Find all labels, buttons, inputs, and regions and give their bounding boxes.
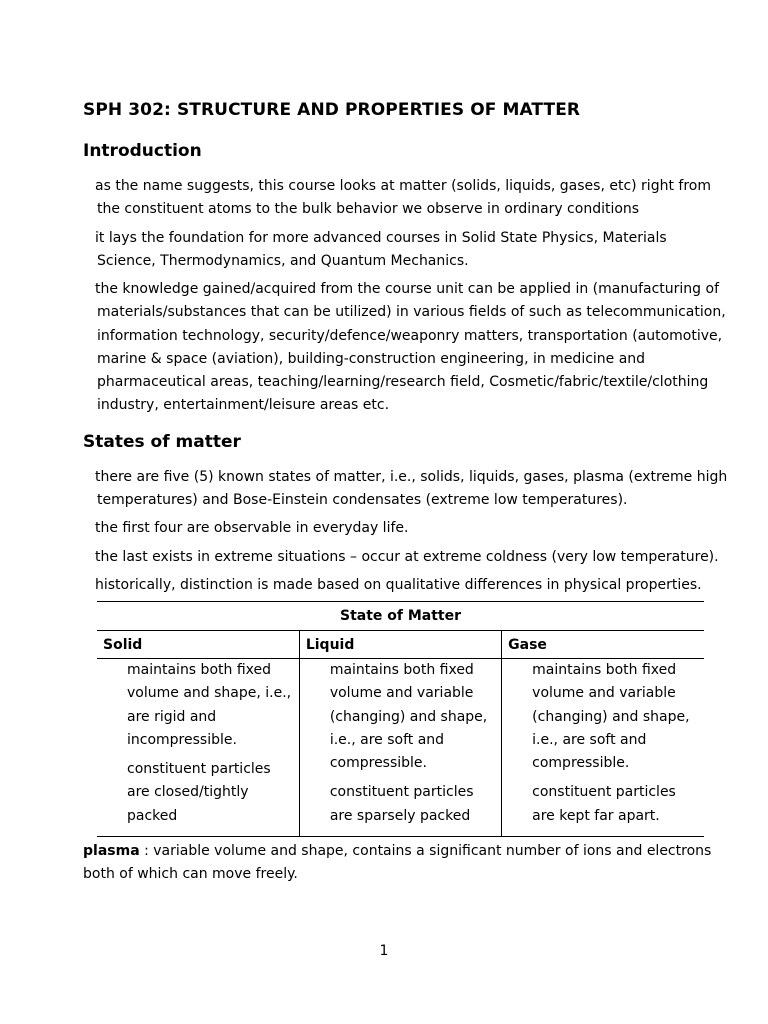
text-line: industry, entertainment/leisure areas etc.: [97, 397, 390, 414]
states-paragraph-2: [95, 517, 715, 540]
text-line: Science, Thermodynamics, and Quantum Mechanics.: [97, 253, 469, 270]
cell-item: constituent particles are kept far apart.: [532, 784, 676, 824]
states-paragraph-1: [95, 466, 728, 513]
text-line: historically, distinction is made based on qualitative differences in physical properties.: [95, 577, 702, 593]
intro-paragraph-3: [95, 278, 726, 418]
text-line: marine & space (aviation), building-construction engineering, in medicine and: [97, 350, 646, 367]
plasma-term: plasma: [83, 843, 140, 859]
cell-item: maintains both fixed volume and variable (changing) and shape, i.e., are soft and compressible.: [532, 662, 690, 772]
text-line: materials/substances that can be utilized) in various fields of such as telecommunication,: [97, 304, 726, 321]
text-line: as the name suggests, this course looks at matter (solids, liquids, gases, etc) right from: [95, 178, 711, 194]
intro-paragraph-2: [95, 227, 715, 274]
cell-solid: [97, 659, 299, 837]
text-line: the knowledge gained/acquired from the course unit can be applied in (manufacturing of: [95, 281, 719, 297]
intro-paragraph-1: [95, 175, 715, 222]
text-line: it lays the foundation for more advanced courses in Solid State Physics, Materials: [95, 230, 667, 246]
column-header-gase: Gase: [502, 631, 704, 659]
text-line: the constituent atoms to the bulk behavior we observe in ordinary conditions: [97, 201, 640, 218]
cell-item: constituent particles are closed/tightly packed: [127, 761, 271, 824]
states-of-matter-heading: States of matter: [83, 432, 241, 452]
states-paragraph-4: [95, 574, 715, 597]
introduction-heading: Introduction: [83, 141, 202, 161]
page-title: SPH 302: STRUCTURE AND PROPERTIES OF MATTER: [83, 100, 581, 120]
states-of-matter-table: [97, 601, 704, 837]
text-line: the first four are observable in everyday life.: [95, 520, 409, 536]
text-line: pharmaceutical areas, teaching/learning/research field, Cosmetic/fabric/textile/clothing: [97, 374, 709, 391]
cell-item: maintains both fixed volume and shape, i.e., are rigid and incompressible.: [127, 662, 292, 748]
cell-item: maintains both fixed volume and variable (changing) and shape, i.e., are soft and compressible.: [329, 662, 488, 772]
cell-liquid: [299, 659, 501, 837]
text-line: information technology, security/defence/weaponry matters, transportation (automotive,: [97, 327, 723, 344]
plasma-text: : variable volume and shape, contains a significant number of ions and electrons both of which can move freely.: [83, 843, 712, 883]
page-number: 1: [379, 943, 389, 959]
cell-item: constituent particles are sparsely packed: [329, 784, 474, 824]
column-header-liquid: Liquid: [299, 631, 501, 659]
plasma-definition: [83, 840, 723, 887]
cell-gase: [502, 659, 704, 837]
text-line: the last exists in extreme situations – occur at extreme coldness (very low temperature).: [95, 549, 719, 565]
table-row: [97, 659, 704, 837]
text-line: temperatures) and Bose-Einstein condensates (extreme low temperatures).: [97, 492, 628, 509]
table-caption: State of Matter: [97, 602, 704, 631]
column-header-solid: Solid: [97, 631, 299, 659]
text-line: there are five (5) known states of matter, i.e., solids, liquids, gases, plasma (extreme high: [95, 469, 728, 485]
states-paragraph-3: [95, 546, 719, 569]
